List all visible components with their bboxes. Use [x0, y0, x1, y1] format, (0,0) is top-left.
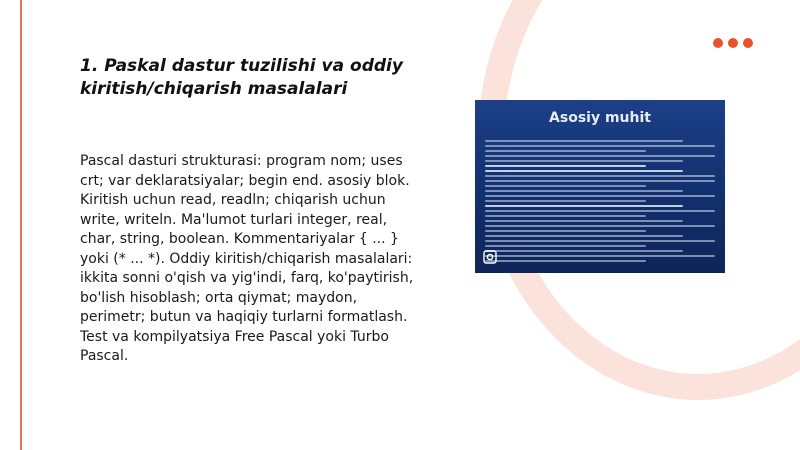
dot: [728, 38, 738, 48]
thumbnail-text-lines: [485, 140, 715, 265]
slide-body-text: Pascal dasturi strukturasi: program nom; uses crt; var deklaratsiyalar; begin end. asosiy blok. Kiritish uchun read, readln; chiqarish uchun write, writeln. Ma'lumot turlari integer, real, char, string, boolean. Kommentariyalar { ... } yoki (* ... *). Oddiy kiritish/chiqarish masalalari: ikkita sonni o'qish va yig'indi, farq, ko'paytirish, bo'lish hisoblash; orta qiymat; maydon, perimetr; butun va haqiqiy turlarni formatlash. Test va kompilyatsiya Free Pascal yoki Turbo Pascal.: [80, 153, 414, 364]
thumbnail-heading: Asosiy muhit: [549, 110, 651, 126]
lens-icon[interactable]: [483, 250, 497, 264]
slide-title: 1. Paskal dastur tuzilishi va oddiy kiritish/chiqarish masalalari: [80, 56, 403, 99]
left-accent-rule: [20, 0, 22, 450]
slide-thumbnail-image[interactable]: [475, 100, 725, 273]
dot: [743, 38, 753, 48]
menu-dots-icon[interactable]: [713, 38, 753, 48]
dot: [713, 38, 723, 48]
